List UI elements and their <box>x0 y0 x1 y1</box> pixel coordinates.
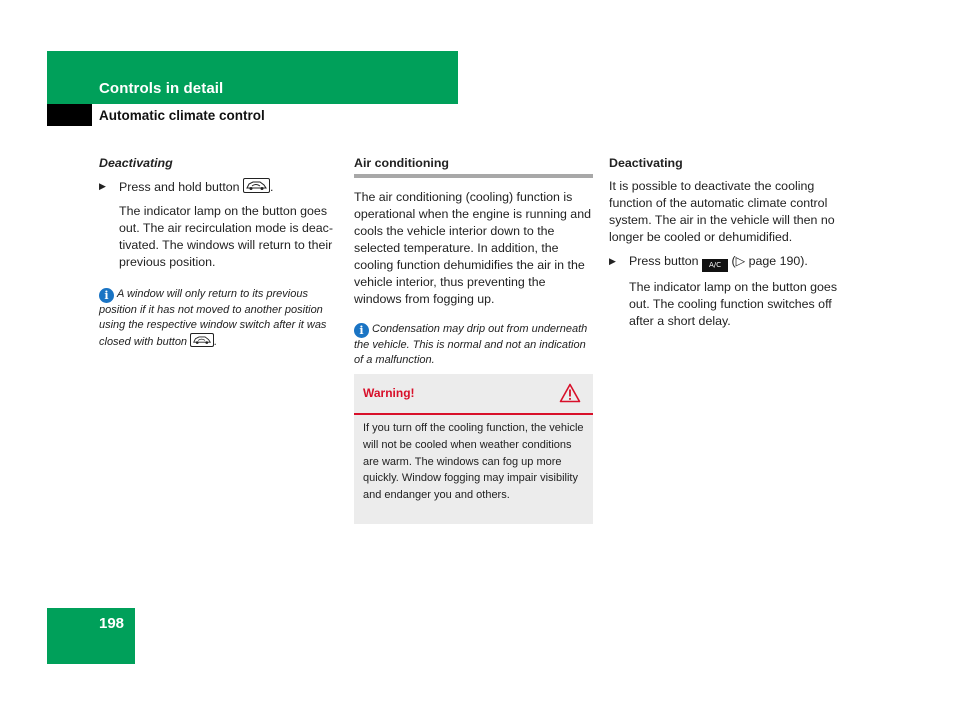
page-number: 198 <box>99 615 125 632</box>
warning-triangle-icon <box>559 383 581 408</box>
column-middle <box>354 155 593 368</box>
instruction-step: ▶ Press and hold button . <box>99 180 274 194</box>
info-note: i Condensation may drip out from underneath the vehicle. This is normal and not an indication of a malfunction. <box>354 323 588 366</box>
ac-button-icon: A/C <box>702 259 728 272</box>
warning-header <box>354 374 593 415</box>
step-text: Press button <box>629 254 699 268</box>
column-left <box>99 155 339 350</box>
air-recirculation-button-icon <box>243 178 270 193</box>
air-recirculation-button-icon <box>190 333 214 347</box>
body-text: The air conditioning (cooling) function is operational when the engine is running and cools the vehicle interior down to the selected temperature. In addition, the cooling function dehumidifies the air in the vehicle interior, thus preventing the windows from fogging up. <box>354 190 591 306</box>
arrow-bullet-icon: ▶ <box>609 256 616 266</box>
body-text: It is possible to deactivate the cooling function of the automatic climate control system. The air in the vehicle will then no longer be cooled or dehumidified. <box>609 179 835 244</box>
info-icon: i <box>354 323 369 338</box>
step-text: Press and hold button <box>119 180 240 194</box>
result-text: The indicator lamp on the button goes out. The cooling function switches off after a short delay. <box>629 280 838 328</box>
warning-title: Warning! <box>363 386 415 400</box>
warning-text: If you turn off the cooling function, the vehicle will not be cooled when weather conditions are warm. The windows can fog up more quickly. Window fogging may impair visibility and endanger you and others. <box>363 422 584 502</box>
deactivating-heading: Deactivating <box>99 156 173 170</box>
subsection-title: Automatic climate control <box>99 108 265 123</box>
section-marker <box>47 104 92 126</box>
column-right <box>609 155 849 330</box>
result-text: The indicator lamp on the button goes out. The air recirculation mode is deac-tivated. The windows will return to their previous position. <box>119 204 333 269</box>
warning-box <box>354 374 593 524</box>
section-title: Controls in detail <box>99 80 224 97</box>
heading-rule <box>354 174 593 178</box>
arrow-bullet-icon: ▶ <box>99 181 106 191</box>
air-conditioning-heading: Air conditioning <box>354 156 449 170</box>
info-icon: i <box>99 288 114 303</box>
deactivating-heading: Deactivating <box>609 156 683 170</box>
info-note: i A window will only return to its previous position if it has not moved to another position using the respective window switch after it was closed with button . <box>99 288 327 348</box>
instruction-step: ▶ Press button A/C (▷ page 190). <box>609 253 849 272</box>
